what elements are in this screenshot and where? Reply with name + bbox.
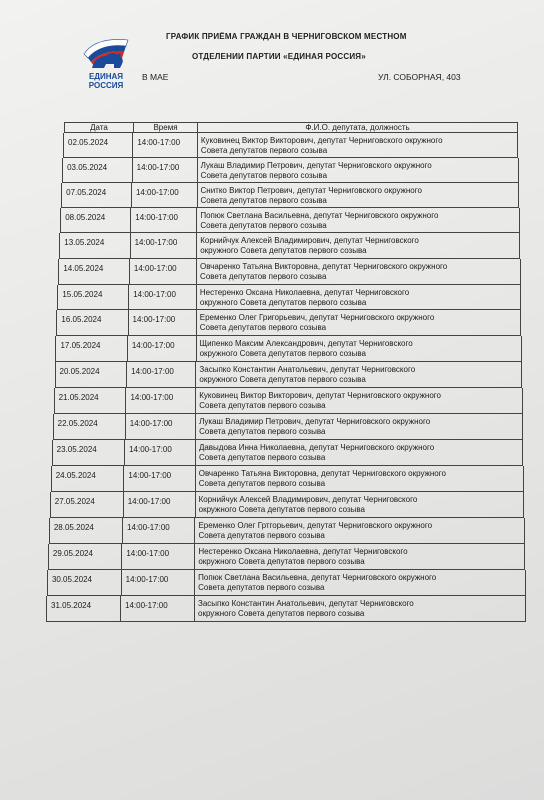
cell-time: 14:00-17:00 [123, 466, 194, 492]
table-row [0, 208, 544, 233]
column-header-time: Время [133, 122, 197, 133]
table-row [0, 466, 544, 492]
table-row [0, 362, 544, 388]
cell-time: 14:00-17:00 [130, 208, 196, 233]
cell-person [194, 518, 524, 544]
cell-person [194, 570, 525, 596]
cell-time: 14:00-17:00 [128, 285, 196, 310]
cell-person [194, 544, 525, 570]
table-row [0, 492, 544, 518]
cell-person [196, 208, 519, 233]
cell-date: 03.05.2024 [62, 158, 132, 183]
cell-time: 14:00-17:00 [121, 544, 194, 570]
person-line1: Куковинец Виктор Викторович, депутат Черниговского окружного [200, 136, 443, 145]
person-line2: Совета депутатов первого созыва [200, 221, 327, 230]
table-row [0, 336, 544, 362]
person-line2: окружного Совета депутатов первого созыва [198, 557, 365, 566]
cell-person [195, 362, 522, 388]
person-line1: Снитко Виктор Петрович, депутат Черниговского окружного [200, 186, 422, 195]
cell-time: 14:00-17:00 [122, 518, 194, 544]
cell-person [195, 414, 523, 440]
cell-time: 14:00-17:00 [132, 158, 197, 183]
person-line2: окружного Совета депутатов первого созыва [199, 375, 366, 384]
cell-time: 14:00-17:00 [126, 362, 195, 388]
cell-date: 07.05.2024 [61, 183, 131, 208]
document-title-line2: ОТДЕЛЕНИИ ПАРТИИ «ЕДИНАЯ РОССИЯ» [192, 52, 366, 61]
cell-date: 24.05.2024 [51, 466, 124, 492]
cell-person [195, 440, 524, 466]
person-line2: Совета депутатов первого созыва [200, 272, 327, 281]
person-line2: Совета депутатов первого созыва [200, 146, 328, 155]
column-header-person: Ф.И.О. депутата, должность [197, 122, 518, 133]
document-title-line1: ГРАФИК ПРИЁМА ГРАЖДАН В ЧЕРНИГОВСКОМ МЕСТНОМ [166, 32, 407, 41]
person-line1: Нестеренко Оксана Николаевна, депутат Черниговского [198, 547, 408, 556]
cell-time: 14:00-17:00 [120, 596, 194, 622]
cell-time: 14:00-17:00 [127, 336, 196, 362]
person-line1: Попюк Светлана Васильевна, депутат Черниговского окружного [198, 573, 437, 582]
cell-time: 14:00-17:00 [125, 388, 195, 414]
cell-date: 27.05.2024 [50, 492, 123, 518]
person-line2: окружного Совета депутатов первого созыва [198, 505, 365, 514]
person-line1: Овчаренко Татьяна Викторовна, депутат Черниговского окружного [200, 262, 448, 271]
person-line2: Совета депутатов первого созыва [200, 196, 327, 205]
person-line1: Еременко Олег Григорьевич, депутат Черниговского окружного [199, 313, 435, 322]
table-row [0, 133, 544, 158]
cell-person [196, 285, 521, 310]
cell-date: 15.05.2024 [57, 285, 128, 310]
table-row [0, 544, 544, 570]
cell-date: 16.05.2024 [56, 310, 127, 336]
person-line1: Нестеренко Оксана Николаевна, депутат Черниговского [199, 288, 410, 297]
person-line1: Куковинец Виктор Викторович, депутат Черниговского окружного [199, 391, 441, 400]
cell-person [197, 183, 520, 208]
person-line2: Совета депутатов первого созыва [198, 479, 326, 488]
cell-person [196, 336, 522, 362]
table-header-row [0, 122, 544, 133]
person-line1: Лукаш Владимир Петрович, депутат Черниговского окружного [199, 417, 431, 426]
table-row [0, 414, 544, 440]
cell-time: 14:00-17:00 [125, 414, 195, 440]
cell-date: 21.05.2024 [54, 388, 126, 414]
cell-person [195, 466, 524, 492]
person-line1: Засыпко Константин Анатольевич, депутат Черниговского [199, 365, 416, 374]
cell-time: 14:00-17:00 [124, 440, 195, 466]
cell-time: 14:00-17:00 [130, 233, 197, 259]
table-row [0, 158, 544, 183]
person-line2: Совета депутатов первого созыва [198, 453, 326, 462]
month-label: В МАЕ [142, 72, 169, 82]
cell-date: 08.05.2024 [60, 208, 130, 233]
person-line1: Еременко Олег Гртгорьевич, депутат Черниговского окружного [198, 521, 433, 530]
table-row [0, 388, 544, 414]
person-line2: Совета депутатов первого созыва [199, 401, 326, 410]
cell-time: 14:00-17:00 [131, 183, 197, 208]
cell-time: 14:00-17:00 [123, 492, 195, 518]
address-label: УЛ. СОБОРНАЯ, 403 [378, 72, 461, 82]
cell-person [195, 492, 525, 518]
cell-date: 30.05.2024 [47, 570, 121, 596]
person-line1: Лукаш Владимир Петрович, депутат Черниговского окружного [200, 161, 432, 170]
cell-date: 29.05.2024 [48, 544, 121, 570]
person-line2: Совета депутатов первого созыва [199, 323, 327, 332]
cell-person [195, 388, 522, 414]
cell-time: 14:00-17:00 [128, 310, 196, 336]
cell-person [196, 233, 520, 259]
table-row [0, 440, 544, 466]
table-row [0, 233, 544, 259]
cell-time: 14:00-17:00 [132, 133, 197, 158]
person-line2: Совета депутатов первого созыва [198, 531, 325, 540]
person-line1: Щипенко Максим Александрович, депутат Черниговского [199, 339, 413, 348]
table-row [0, 285, 544, 310]
person-line2: окружного Совета депутатов первого созыва [199, 349, 366, 358]
cell-date: 22.05.2024 [53, 414, 125, 440]
cell-date: 20.05.2024 [55, 362, 127, 388]
cell-date: 14.05.2024 [58, 259, 129, 285]
cell-time: 14:00-17:00 [129, 259, 196, 285]
table-row [0, 183, 544, 208]
person-line2: Совета депутатов первого созыва [198, 583, 325, 592]
column-header-date: Дата [64, 122, 133, 133]
person-line2: Совета депутатов первого созыва [200, 171, 328, 180]
cell-person [194, 596, 526, 622]
table-row [0, 596, 544, 622]
person-line1: Попюк Светлана Васильевна, депутат Черниговского окружного [200, 211, 439, 220]
person-line2: окружного Совета депутатов первого созыва [200, 246, 367, 255]
person-line1: Засыпко Константин Анатольевич, депутат Черниговского [198, 599, 414, 608]
person-line1: Овчаренко Татьяна Викторовна, депутат Черниговского окружного [198, 469, 446, 478]
person-line2: окружного Совета депутатов первого созыва [199, 298, 367, 307]
person-line1: Корнийчук Алексей Владимирович, депутат Черниговского [200, 236, 419, 245]
cell-date: 02.05.2024 [63, 133, 132, 158]
cell-time: 14:00-17:00 [121, 570, 194, 596]
cell-date: 17.05.2024 [55, 336, 126, 362]
cell-person [196, 259, 520, 285]
person-line1: Корнийчук Алексей Владимирович, депутат Черниговского [198, 495, 418, 504]
table-row [0, 259, 544, 285]
person-line2: окружного Совета депутатов первого созыва [198, 609, 365, 618]
person-line2: Совета депутатов первого созыва [199, 427, 326, 436]
table-row [0, 310, 544, 336]
cell-person [197, 133, 519, 158]
table-row [0, 518, 544, 544]
cell-date: 31.05.2024 [46, 596, 120, 622]
cell-person [196, 310, 522, 336]
cell-person [197, 158, 519, 183]
cell-date: 23.05.2024 [52, 440, 124, 466]
cell-date: 28.05.2024 [49, 518, 122, 544]
logo-caption: ЕДИНАЯ РОССИЯ [88, 72, 124, 90]
cell-date: 13.05.2024 [59, 233, 129, 259]
person-line1: Давыдова Инна Николаевна, депутат Черниговского окружного [198, 443, 435, 452]
table-row [0, 570, 544, 596]
